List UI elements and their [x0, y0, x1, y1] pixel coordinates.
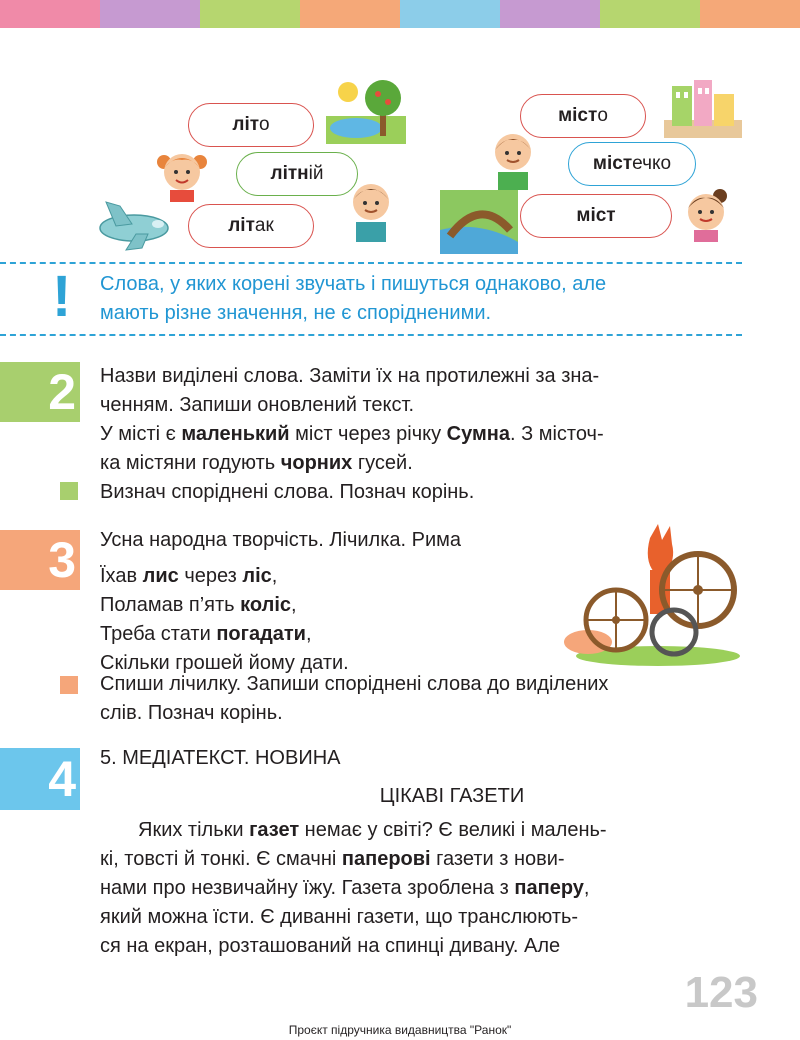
bold-word: ліс [242, 565, 272, 587]
rule-border-bottom [0, 334, 742, 336]
poem-line: Скільки грошей йому дати. [100, 652, 349, 674]
bold-word: газет [249, 819, 300, 841]
task2-subtask: Визнач споріднені слова. Познач корінь. [100, 481, 475, 503]
task-number: 2 [48, 364, 76, 420]
word-root: літн [270, 163, 309, 184]
task4-heading: 5. МЕДІАТЕКСТ. НОВИНА [100, 747, 341, 769]
bold-word: погадати [216, 623, 306, 645]
bullet-square-green [60, 482, 78, 500]
top-color-bar [0, 0, 800, 28]
bold-word: паперові [341, 848, 431, 870]
bold-word: коліс [240, 594, 292, 616]
text-line: Яких тільки газет немає у світі? Є великі і малень- [138, 819, 607, 841]
word-root: літ [228, 215, 255, 236]
word-root: міст [576, 205, 616, 226]
rule-line: мають різне значення, не є спорідненими. [100, 302, 492, 324]
page-number: 123 [684, 968, 758, 1017]
word-root: літ [232, 114, 260, 135]
boy-illustration [346, 178, 396, 242]
bold-word: паперу [514, 877, 584, 899]
color-band [300, 0, 400, 28]
text-line: ка містяни годують чорних гусей. [100, 452, 413, 474]
footer-credit: Проєкт підручника видавництва "Ранок" [288, 1023, 512, 1037]
bridge-illustration [440, 190, 518, 254]
bold-word: маленький [181, 423, 290, 445]
task3-heading: Усна народна творчість. Лічилка. Рима [100, 529, 462, 551]
text-line: У місті є маленький міст через річку Сумна. З місточ- [100, 423, 604, 445]
article-title: ЦІКАВІ ГАЗЕТИ [379, 785, 525, 807]
fox-with-wheels-illustration [558, 520, 740, 666]
rule-text [100, 270, 740, 328]
text-line: нами про незвичайну їжу. Газета зроблена з паперу, [100, 877, 590, 899]
color-band [200, 0, 300, 28]
color-band [600, 0, 700, 28]
speech-bubble-litak [188, 204, 314, 248]
task-number: 4 [48, 751, 76, 807]
poem-line: Поламав п’ять коліс, [100, 594, 297, 616]
text-line: кі, товсті й тонкі. Є смачні паперові газети з нови- [100, 848, 565, 870]
word-suffix: ак [254, 215, 274, 236]
text-line: ся на екран, розташований на спинці дивану. Але [100, 935, 561, 957]
color-band [100, 0, 200, 28]
word-suffix: ій [308, 163, 324, 184]
task2-text [100, 420, 604, 478]
poem-line: Треба стати погадати, [100, 623, 312, 645]
task-number-3 [0, 530, 80, 590]
text-line: слів. Познач корінь. [100, 702, 283, 724]
speech-bubble-mistechko [568, 142, 696, 186]
exclamation-icon: ! [52, 264, 72, 329]
rule-border-top [0, 262, 742, 264]
speech-bubble-mist [520, 194, 672, 238]
task-number-4 [0, 748, 80, 810]
airplane-illustration [96, 196, 176, 252]
color-band [0, 0, 100, 28]
bold-word: чорних [280, 452, 353, 474]
task3-poem [100, 562, 349, 678]
word-suffix: о [259, 114, 270, 135]
girl-illustration [156, 146, 208, 202]
text-line: Назви виділені слова. Заміти їх на протилежні за зна- [100, 365, 600, 387]
girl-illustration-right [682, 186, 732, 242]
summer-landscape-illustration [326, 76, 406, 144]
speech-bubble-lito [188, 103, 314, 147]
article-body [100, 816, 740, 961]
speech-bubble-litnii [236, 152, 358, 196]
word-suffix: о [597, 105, 608, 126]
word-root: міст [558, 105, 598, 126]
bullet-square-orange [60, 676, 78, 694]
task3-subtask [100, 670, 608, 728]
speech-bubble-misto [520, 94, 646, 138]
color-band [700, 0, 800, 28]
text-line: Спиши лічилку. Запиши споріднені слова до виділених [100, 673, 609, 695]
bold-word: лис [142, 565, 179, 587]
text-line: який можна їсти. Є диванні газети, що транслюють- [100, 906, 579, 928]
rule-line: Слова, у яких корені звучать і пишуться однаково, але [100, 273, 607, 295]
task-number-2 [0, 362, 80, 422]
bold-word: Сумна [446, 423, 510, 445]
task2-instruction [100, 362, 599, 420]
task-number: 3 [48, 532, 76, 588]
word-root: міст [592, 153, 633, 174]
color-band [400, 0, 500, 28]
color-band [500, 0, 600, 28]
boy-illustration-right [488, 128, 538, 190]
city-illustration [664, 76, 742, 138]
poem-line: Їхав лис через ліс, [100, 565, 278, 587]
word-suffix: ечко [632, 153, 672, 174]
text-line: ченням. Запиши оновлений текст. [100, 394, 415, 416]
